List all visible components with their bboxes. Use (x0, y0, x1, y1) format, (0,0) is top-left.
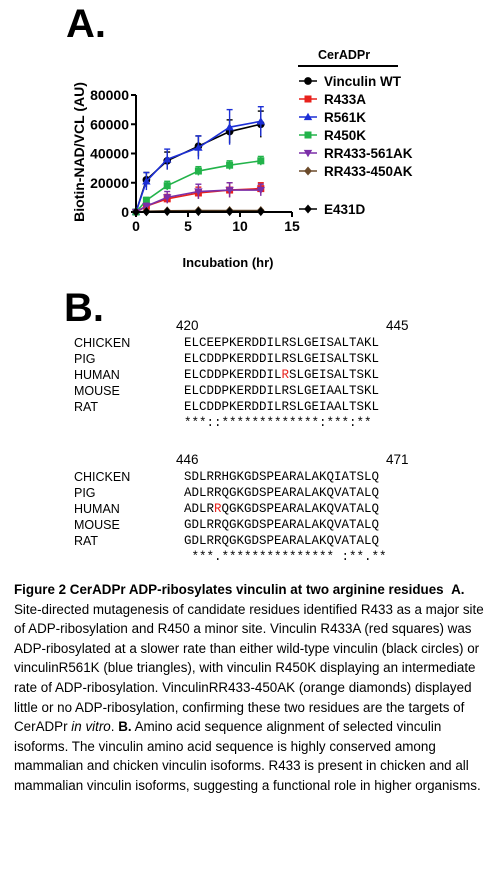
sequence-row (184, 517, 387, 533)
legend-item (298, 200, 365, 218)
legend-item (298, 126, 366, 144)
legend-label: Vinculin WT (324, 73, 401, 89)
species-name: HUMAN (74, 368, 120, 382)
legend-marker-icon (298, 111, 318, 123)
legend-title: CerADPr (318, 48, 371, 62)
line-chart (0, 0, 500, 300)
species-name: HUMAN (74, 502, 120, 516)
sequence-text: ELCDDPKERDDILRSLGEIAALTSKL (184, 400, 380, 414)
x-tick-label: 10 (232, 218, 248, 234)
x-tick-label: 0 (132, 218, 140, 234)
caption-a-label: A. (451, 582, 465, 597)
species-name: PIG (74, 486, 96, 500)
species-name: CHICKEN (74, 470, 131, 484)
x-tick-label: 15 (284, 218, 300, 234)
sequence-row (184, 335, 379, 351)
legend-marker (305, 132, 312, 139)
caption-period: . (110, 719, 119, 735)
sequence-text: SLGEISALTSKL (289, 368, 380, 382)
sequence-row (184, 351, 379, 367)
legend-label: RR433-450AK (324, 163, 413, 179)
alignment-block2-end: 471 (386, 452, 409, 467)
data-point (226, 207, 234, 216)
y-tick-label: 20000 (90, 174, 129, 191)
alignment-block1-start: 420 (176, 318, 199, 333)
y-tick-label: 80000 (90, 87, 129, 103)
sequence-text: ELCEEPKERDDILRSLGEISALTAKL (184, 336, 380, 350)
sequence-row (184, 383, 379, 399)
y-tick-label: 60000 (90, 116, 129, 133)
caption-b-text: Amino acid sequence alignment of selected vinculin isoforms. The vinculin amino acid sequence is highly conserved among mammalian and chicken vinculin isoforms. R433 is present in chicken and all mammalian vinculin isoforms, suggesting a functional role in higher organisms. (14, 719, 481, 793)
sequence-row (184, 399, 379, 415)
legend-label: R561K (324, 109, 367, 125)
data-point (257, 157, 264, 164)
sequence-text: QGKGDSPEARALAKQVATALQ (221, 502, 380, 516)
legend-label: RR433-561AK (324, 145, 413, 161)
x-tick-label: 5 (184, 218, 192, 234)
legend-marker-icon (298, 203, 318, 215)
legend-item (298, 162, 413, 180)
caption-in-vitro: in vitro (71, 719, 111, 735)
legend-marker-icon (298, 165, 318, 177)
sequence-row (184, 469, 387, 485)
panel-a-label: A. (66, 2, 106, 46)
alignment-block2-start: 446 (176, 452, 199, 467)
data-point (195, 168, 202, 175)
legend-marker (304, 204, 312, 213)
species-name: CHICKEN (74, 336, 131, 350)
highlighted-residue: R (214, 502, 222, 516)
species-name: MOUSE (74, 384, 120, 398)
alignment-block1-sequences (184, 335, 379, 431)
sequence-text: ELCDDPKERDDIL (184, 368, 282, 382)
legend-marker (304, 166, 312, 175)
y-axis-label: Biotin-NAD/VCL (AU) (71, 82, 87, 222)
sequence-text: ADLRRQGKGDSPEARALAKQVATALQ (184, 486, 380, 500)
sequence-text: SDLRRHGKGDSPEARALAKQIATSLQ (184, 470, 380, 484)
series-r561k (132, 107, 265, 215)
legend-marker-icon (298, 93, 318, 105)
figure-caption (14, 580, 488, 796)
legend-marker-icon (298, 75, 318, 87)
sequence-row (184, 485, 387, 501)
data-point (257, 117, 265, 124)
legend-marker-icon (298, 147, 318, 159)
consensus-row: ***.*************** :**.** (184, 550, 387, 564)
caption-a-text: Site-directed mutagenesis of candidate residues identified R433 as a major site of ADP-ribosylation and R450 a minor site. Vinculin R433A (red squares) was ADP-ribosylated at a slower rate than either wild-type vinculin (black circles) or vinculinR561K (blue triangles), with vinculin R450K displaying an intermediate rate of ADP-ribosylation. VinculinRR433-450AK (orange diamonds) displayed little or no ADP-ribosylation, confirming these two residues are the targets of CerADPr (14, 601, 484, 735)
panel-b-label: B. (64, 286, 104, 330)
species-name: RAT (74, 400, 99, 414)
sequence-text: GDLRRQGKGDSPEARALAKQVATALQ (184, 518, 380, 532)
highlighted-residue: R (281, 368, 290, 382)
data-point (257, 207, 265, 216)
legend-marker (304, 77, 312, 85)
legend-label: E431D (324, 201, 366, 217)
sequence-row (184, 501, 387, 517)
legend-title-underline (298, 65, 398, 67)
legend-item (298, 144, 413, 162)
sequence-row (184, 367, 379, 383)
legend-marker-icon (298, 129, 318, 141)
species-name: RAT (74, 534, 99, 548)
legend-label: R433A (324, 91, 367, 107)
caption-b-label: B. (118, 719, 132, 735)
sequence-text: ADLR (184, 502, 215, 516)
species-name: MOUSE (74, 518, 120, 532)
data-point (163, 207, 171, 216)
sequence-row (184, 533, 387, 549)
sequence-text: GDLRRQGKGDSPEARALAKQVATALQ (184, 534, 380, 548)
sequence-text: ELCDDPKERDDILRSLGEIAALTSKL (184, 384, 380, 398)
alignment-block1-species (74, 335, 130, 415)
data-point (164, 182, 171, 189)
species-name: PIG (74, 352, 96, 366)
x-axis-label: Incubation (hr) (182, 255, 274, 270)
legend-item (298, 108, 366, 126)
data-point (226, 162, 233, 169)
legend-item (298, 72, 401, 90)
legend-marker (305, 96, 312, 103)
alignment-block2-sequences (184, 469, 387, 565)
series-e431d (132, 207, 265, 217)
alignment-block1-end: 445 (386, 318, 409, 333)
consensus-row: ***::*************:***:** (184, 416, 372, 430)
caption-title: Figure 2 CerADPr ADP-ribosylates vinculin at two arginine residues (14, 582, 444, 597)
y-tick-label: 0 (121, 204, 129, 220)
sequence-text: ELCDDPKERDDILRSLGEISALTSKL (184, 352, 380, 366)
y-tick-label: 40000 (90, 145, 129, 162)
legend-label: R450K (324, 127, 367, 143)
legend-item (298, 90, 366, 108)
data-point (195, 207, 203, 216)
alignment-block2-species (74, 469, 130, 549)
